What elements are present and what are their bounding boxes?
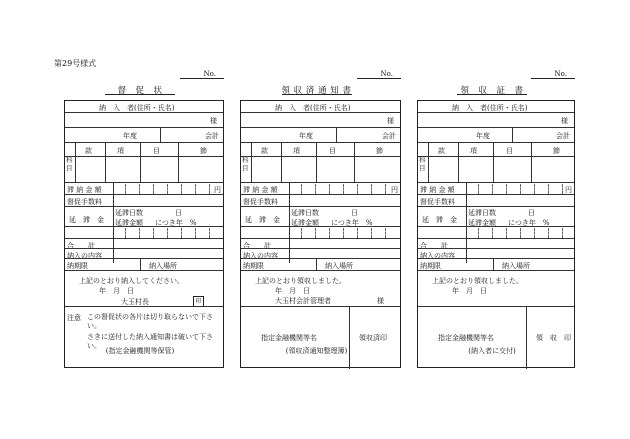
row-deadline (418, 259, 574, 271)
deadline-label: 納期限 (420, 262, 441, 270)
payer-label: 納 入 者(住所・氏名) (99, 104, 175, 112)
row-delinquent (65, 183, 223, 195)
kamoku-label: 科目 (66, 156, 73, 172)
row-payer (241, 101, 400, 113)
late-fee-label: 延 滞 金 (422, 216, 457, 224)
sama-label: 様 (561, 117, 568, 125)
issuer-text: 大玉村会計管理者 (275, 297, 331, 305)
place-label: 納入場所 (149, 262, 177, 270)
panel-title: 領 収 済 通 知 書 (281, 86, 352, 96)
no-underline (180, 78, 224, 79)
delinquent-label: 滞 納 金 額 (420, 186, 455, 194)
late-fee-label: 延 滞 金 (245, 216, 280, 224)
message-text: 上記のとおり領収しました。 (432, 277, 523, 285)
title-underline (282, 94, 352, 95)
panel-footer: (指定金融機関等保管) (105, 347, 175, 355)
row-nendo (241, 128, 400, 143)
no-label: No. (203, 70, 216, 78)
no-label: No. (380, 70, 393, 78)
row-contents (241, 249, 400, 259)
kan-header: 款 (438, 147, 445, 155)
sama-label: 様 (387, 117, 394, 125)
no-underline (357, 78, 401, 79)
form-table (240, 100, 401, 368)
contents-label: 納入の内容 (67, 252, 102, 260)
kou-header: 項 (117, 147, 124, 155)
row-dunning-fee (241, 195, 400, 207)
row-kamoku-values (418, 157, 574, 183)
row-late-fee (418, 207, 574, 227)
row-issuer (418, 271, 574, 307)
dunning-fee-label: 督促手数料 (243, 198, 278, 206)
late-amount-label: 延滞金額 (468, 219, 496, 227)
row-issuer (65, 271, 223, 307)
moku-header: 目 (329, 147, 336, 155)
delinquent-label: 滞 納 金 額 (243, 186, 278, 194)
row-dunning-fee (65, 195, 223, 207)
rate-label: につき年 % (331, 219, 373, 227)
kou-header: 項 (293, 147, 300, 155)
payer-label: 納 入 者(住所・氏名) (275, 104, 351, 112)
delinquent-label: 滞 納 金 額 (67, 186, 102, 194)
row-issuer (241, 271, 400, 307)
rate-label: につき年 % (508, 219, 550, 227)
row-nendo (65, 128, 223, 143)
date-text: 年 月 日 (99, 287, 134, 295)
panel-receipt-certificate (405, 70, 579, 360)
late-amount-label: 延滞金額 (115, 219, 143, 227)
deadline-label: 納期限 (67, 262, 88, 270)
title-underline (105, 94, 175, 95)
kaikei-label: 会計 (382, 132, 396, 140)
day-label: 日 (351, 209, 358, 217)
form-number-label: 第29号様式 (54, 59, 97, 68)
note-1: この督促状の各片は切り取らないで下さい。 (87, 313, 213, 330)
sama-label: 様 (210, 117, 217, 125)
note-2: さきに送付した納入通知書は破いて下さい。 (87, 333, 213, 350)
row-kamoku-values (241, 157, 400, 183)
form-table (64, 100, 224, 368)
row-late-fee (241, 207, 400, 227)
receipt-stamp-label: 領収済印 (359, 334, 387, 342)
kaikei-label: 会計 (556, 132, 570, 140)
contents-label: 納入の内容 (243, 252, 278, 260)
date-text: 年 月 日 (452, 287, 487, 295)
note-head: 注意 (67, 314, 81, 322)
bank-label: 指定金融機関等名 (438, 334, 494, 342)
divider-bank (349, 307, 350, 369)
kamoku-label: 科目 (242, 156, 249, 172)
divider-bank (526, 307, 527, 369)
late-amount-label: 延滞金額 (291, 219, 319, 227)
moku-header: 目 (153, 147, 160, 155)
place-label: 納入場所 (502, 262, 530, 270)
date-text: 年 月 日 (275, 287, 310, 295)
row-kamoku-header (241, 143, 400, 157)
issuer-text: 大玉村長 (121, 298, 149, 306)
contents-label: 納入の内容 (420, 252, 455, 260)
row-late-fee (65, 207, 223, 227)
dunning-fee-label: 督促手数料 (67, 198, 102, 206)
rate-label: につき年 % (155, 219, 197, 227)
kan-header: 款 (85, 147, 92, 155)
row-total (418, 239, 574, 249)
yen-label: 円 (565, 186, 572, 194)
nendo-label: 年度 (123, 132, 137, 140)
row-delinquent (418, 183, 574, 195)
panel-footer: (納入者に交付) (468, 347, 516, 355)
setsu-header: 節 (200, 147, 207, 155)
late-days-label: 延滞日数 (468, 209, 496, 217)
late-fee-label: 延 滞 金 (69, 216, 104, 224)
total-label: 合 計 (67, 242, 95, 250)
receipt-stamp-label: 領 収 印 (536, 334, 571, 342)
row-total (65, 239, 223, 249)
title-underline (457, 94, 527, 95)
message-text: 上記のとおり領収しました。 (255, 277, 346, 285)
seal-icon: 印 (193, 296, 204, 307)
dunning-fee-label: 督促手数料 (420, 198, 455, 206)
day-label: 日 (175, 209, 182, 217)
total-label: 合 計 (420, 242, 448, 250)
nendo-label: 年度 (299, 132, 313, 140)
kan-header: 款 (261, 147, 268, 155)
row-blank (241, 227, 400, 239)
total-label: 合 計 (243, 242, 271, 250)
kamoku-label: 科目 (419, 156, 426, 172)
late-days-label: 延滞日数 (291, 209, 319, 217)
day-label: 日 (528, 209, 535, 217)
panel-title: 領 収 証 書 (460, 86, 524, 96)
bank-label: 指定金融機関等名 (261, 334, 317, 342)
message-text: 上記のとおり納入してください。 (79, 277, 184, 285)
row-delinquent (241, 183, 400, 195)
no-underline (531, 78, 575, 79)
panel-footer: (領収済通知整理簿) (285, 347, 348, 355)
row-deadline (65, 259, 223, 271)
panel-receipt-notice (228, 70, 405, 360)
form-table (417, 100, 575, 368)
kaikei-label: 会計 (205, 132, 219, 140)
row-name (418, 113, 574, 128)
row-kamoku-header (65, 143, 223, 157)
row-name (65, 113, 223, 128)
row-nendo (418, 128, 574, 143)
moku-header: 目 (506, 147, 513, 155)
row-payer (65, 101, 223, 113)
yen-label: 円 (214, 186, 221, 194)
row-blank (65, 227, 223, 239)
row-total (241, 239, 400, 249)
no-label: No. (554, 70, 567, 78)
kou-header: 項 (470, 147, 477, 155)
panel-dunning-notice (52, 70, 228, 360)
yen-label: 円 (391, 186, 398, 194)
row-contents (418, 249, 574, 259)
row-dunning-fee (418, 195, 574, 207)
row-contents (65, 249, 223, 259)
place-label: 納入場所 (325, 262, 353, 270)
row-deadline (241, 259, 400, 271)
row-kamoku-values (65, 157, 223, 183)
payer-label: 納 入 者(住所・氏名) (452, 104, 528, 112)
panel-title: 督 促 状 (117, 86, 163, 96)
deadline-label: 納期限 (243, 262, 264, 270)
nendo-label: 年度 (476, 132, 490, 140)
row-name (241, 113, 400, 128)
setsu-header: 節 (553, 147, 560, 155)
issuer-suffix: 様 (377, 297, 384, 305)
row-payer (418, 101, 574, 113)
setsu-header: 節 (376, 147, 383, 155)
late-days-label: 延滞日数 (115, 209, 143, 217)
row-kamoku-header (418, 143, 574, 157)
row-blank (418, 227, 574, 239)
